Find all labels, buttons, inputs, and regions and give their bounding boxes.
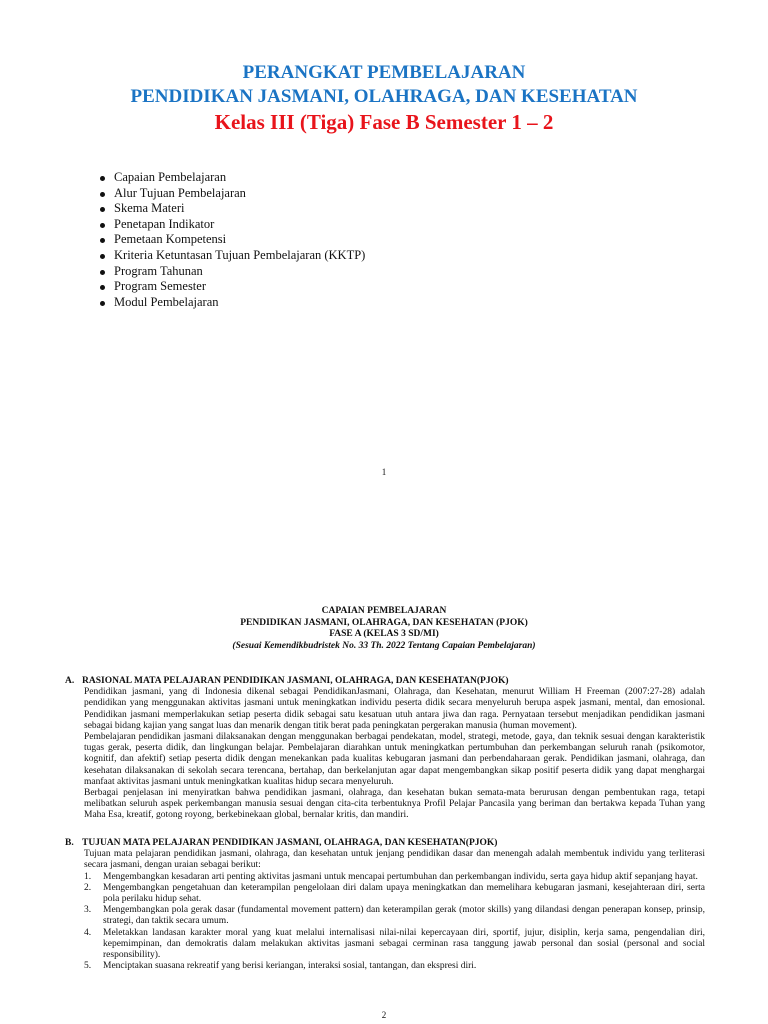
page-number: 2 xyxy=(381,1010,387,1020)
heading-line: FASE A (KELAS 3 SD/MI) xyxy=(329,629,439,640)
section-body xyxy=(84,687,705,821)
section-title-text: RASIONAL MATA PELAJARAN PENDIDIKAN JASMANI, OLAHRAGA, DAN KESEHATAN(PJOK) xyxy=(82,676,509,686)
heading-reference: (Sesuai Kemendikbudristek No. 33 Th. 2022 Tentang Capaian Pembelajaran) xyxy=(232,640,536,651)
section-rasional xyxy=(65,676,705,822)
list-text: Menciptakan suasana rekreatif yang berisi keriangan, interaksi sosial, tantangan, dan ekspresi diri. xyxy=(103,961,477,972)
list-text: Mengembangkan kesadaran arti penting aktivitas jasmani untuk mencapai pertumbuhan dan perkembangan individu, serta gaya hidup aktif sepanjang hayat. xyxy=(103,871,698,882)
toc-item: Kriteria Ketuntasan Tujuan Pembelajaran (KKTP) xyxy=(100,248,365,264)
heading-line: PENDIDIKAN JASMANI, OLAHRAGA, DAN KESEHATAN (PJOK) xyxy=(240,617,528,628)
list-number: 4. xyxy=(84,927,92,938)
list-number: 5. xyxy=(84,961,92,972)
toc-item: Pemetaan Kompetensi xyxy=(100,232,365,248)
paragraph: Tujuan mata pelajaran pendidikan jasmani, olahraga, dan kesehatan untuk jenjang pendidikan dasar dan menengah adalah membentuk individu yang terliterasi secara jasmani, dengan uraian sebagai berikut: xyxy=(84,849,705,871)
list-number: 2. xyxy=(84,882,92,893)
toc-item: Penetapan Indikator xyxy=(100,217,365,233)
cover-title-line2: PENDIDIKAN JASMANI, OLAHRAGA, DAN KESEHATAN xyxy=(130,86,638,107)
page-number: 1 xyxy=(381,467,387,477)
list-number: 1. xyxy=(84,871,92,882)
section-letter: A. xyxy=(65,676,75,686)
list-item xyxy=(84,883,705,905)
list-item xyxy=(84,872,705,883)
section-letter: B. xyxy=(65,838,74,848)
paragraph: Pendidikan jasmani, yang di Indonesia dikenal sebagai PendidikanJasmani, Olahraga, dan Kesehatan, menurut William H Freeman (2007:27-28) adalah pendidikan yang menggunakan aktivitas jasmani untuk meningkatkan individu peserta didik secara menyeluruh berupa aspek jasmani, mental, dan emosional. Pendidikan jasmani memperlakukan setiap peserta didik sebagai satu kesatuan utuh antara jiwa dan raga. Pernyataan tersebut menjadikan pendidikan jasmani sebagai bidang kajian yang sangat luas dan menarik dengan titik berat pada peningkatan pergerakan manusia (human movement). xyxy=(84,687,705,731)
cover-title-line1: PERANGKAT PEMBELAJARAN xyxy=(242,62,526,83)
section-title-text: TUJUAN MATA PELAJARAN PENDIDIKAN JASMANI, OLAHRAGA, DAN KESEHATAN(PJOK) xyxy=(82,838,498,848)
goals-list xyxy=(84,872,705,973)
toc-item: Alur Tujuan Pembelajaran xyxy=(100,186,365,202)
toc-item: Program Tahunan xyxy=(100,264,365,280)
section-tujuan xyxy=(65,838,705,972)
list-number: 3. xyxy=(84,905,92,916)
section-title xyxy=(65,838,705,849)
list-text: Mengembangkan pengetahuan dan keterampilan pengelolaan diri dalam upaya meningkatkan dan memelihara kebugaran jasmani, kesejahteraan diri, serta pola perilaku hidup sehat. xyxy=(103,882,705,905)
toc-item: Program Semester xyxy=(100,279,365,295)
cover-title-line3: Kelas III (Tiga) Fase B Semester 1 – 2 xyxy=(214,110,554,134)
list-item xyxy=(84,928,705,962)
table-of-contents xyxy=(100,170,365,310)
list-item xyxy=(84,905,705,927)
paragraph: Pembelajaran pendidikan jasmani dilaksanakan dengan menggunakan berbagai pendekatan, model, strategi, metode, gaya, dan teknik sesuai dengan karakteristik tugas gerak, peserta didik, dan lingkungan belajar. Pembelajaran diarahkan untuk meningkatkan pertumbuhan dan perkembangan seluruh ranah (psikomotor, kognitif, dan afektif) setiap peserta didik dengan menekankan pada kualitas kebugaran jasmani dan perbendaharaan gerak. Pendidikan jasmani, olahraga, dan kesehatan dilaksanakan di sekolah secara terencana, bertahap, dan berkelanjutan agar dapat mengembangkan sikap positif peserta didik yang dapat menghargai manfaat aktivitas jasmani untuk meningkatkan kualitas hidup secara menyeluruh. xyxy=(84,732,705,787)
section-title xyxy=(65,676,705,687)
list-item xyxy=(84,961,705,972)
paragraph: Berbagai penjelasan ini menyiratkan bahwa pendidikan jasmani, olahraga, dan kesehatan bukan semata-mata berurusan dengan pembentukan raga, tetapi melibatkan seluruh aspek perkembangan manusia sesuai dengan cita-cita terbentuknya Profil Pelajar Pancasila yang beriman dan bertakwa kepada Tuhan yang Maha Esa, kreatif, gotong royong, berkebinekaan global, bernalar kritis, dan mandiri. xyxy=(84,788,705,821)
section-body xyxy=(84,849,705,972)
heading-line: CAPAIAN PEMBELAJARAN xyxy=(321,606,447,616)
toc-item: Capaian Pembelajaran xyxy=(100,170,365,186)
list-text: Meletakkan landasan karakter moral yang kuat melalui internalisasi nilai-nilai kepercayaan diri, sportif, jujur, disiplin, kerja sama, pengendalian diri, kepemimpinan, dan demokratis dalam melakukan aktivitas jasmani sebagai cerminan rasa tanggung jawab personal dan sosial (personal and social responsibility). xyxy=(103,927,705,961)
list-text: Mengembangkan pola gerak dasar (fundamental movement pattern) dan keterampilan gerak (motor skills) yang dilandasi dengan penerapan konsep, prinsip, strategi, dan taktik secara umum. xyxy=(103,905,705,927)
toc-item: Skema Materi xyxy=(100,201,365,217)
capaian-heading xyxy=(0,606,768,652)
toc-item: Modul Pembelajaran xyxy=(100,295,365,311)
